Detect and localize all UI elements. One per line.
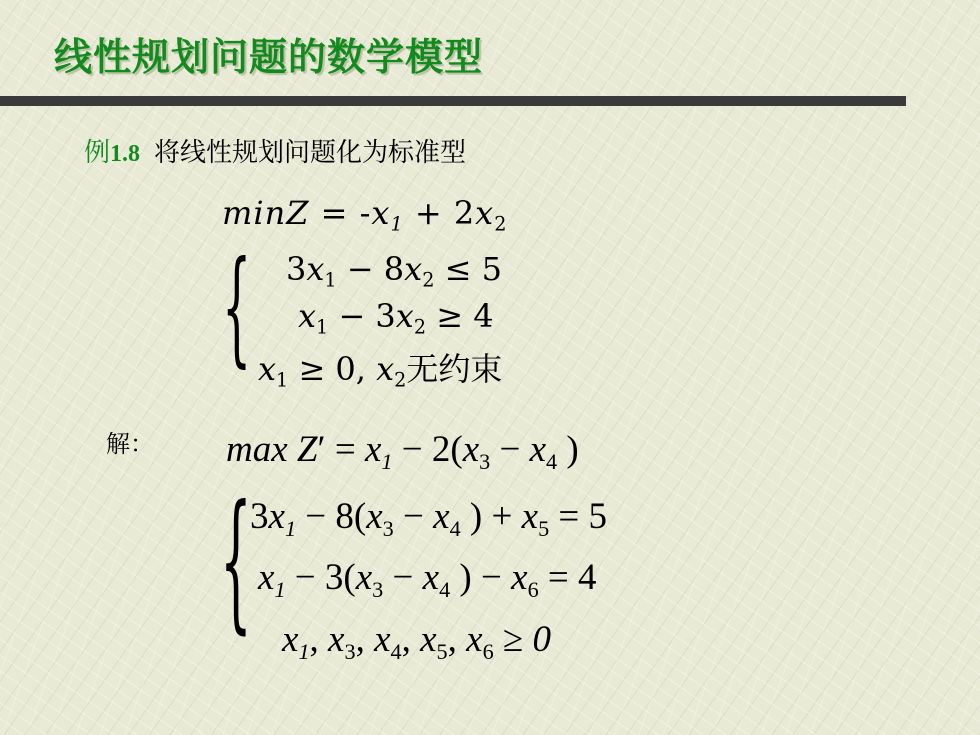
solution-brace: { xyxy=(220,474,252,648)
problem-constraint-1: $3x_1 - 8x_2 \le 5$ xyxy=(286,250,502,292)
example-heading xyxy=(84,132,466,169)
solution-constraint-2: $x_1 - 3(x_3 - x_4$ ) − $x_6 = 4$ xyxy=(258,557,597,602)
solution-constraint-1: $3x_1 - 8(x_3 - x_4$ ) + $x_5 = 5$ xyxy=(250,496,608,541)
example-label: 例1.8 xyxy=(84,138,141,168)
problem-objective: $\min Z = -x_1 + 2x_2$ xyxy=(222,194,508,236)
solution-objective: $\max Z' = x_1 - 2(x_3 - x_4$ ) xyxy=(226,429,579,474)
problem-constraint-3: $x_1 \ge 0$, $x_2$无约束 xyxy=(258,350,503,392)
problem-constraint-2: $x_1 - 3x_2 \ge 4$ xyxy=(298,297,494,339)
example-number: 1.8 xyxy=(110,141,141,167)
solution-constraint-3: $x_1$, $x_3$, $x_4$, $x_5$, $x_6 \ge 0$ xyxy=(282,619,551,664)
title-divider xyxy=(0,96,906,106)
problem-brace: { xyxy=(222,233,252,379)
solution-label: 解： xyxy=(106,430,154,458)
example-text: 将线性规划问题化为标准型 xyxy=(154,138,467,168)
slide-title: 线性规划问题的数学模型 xyxy=(54,35,484,79)
